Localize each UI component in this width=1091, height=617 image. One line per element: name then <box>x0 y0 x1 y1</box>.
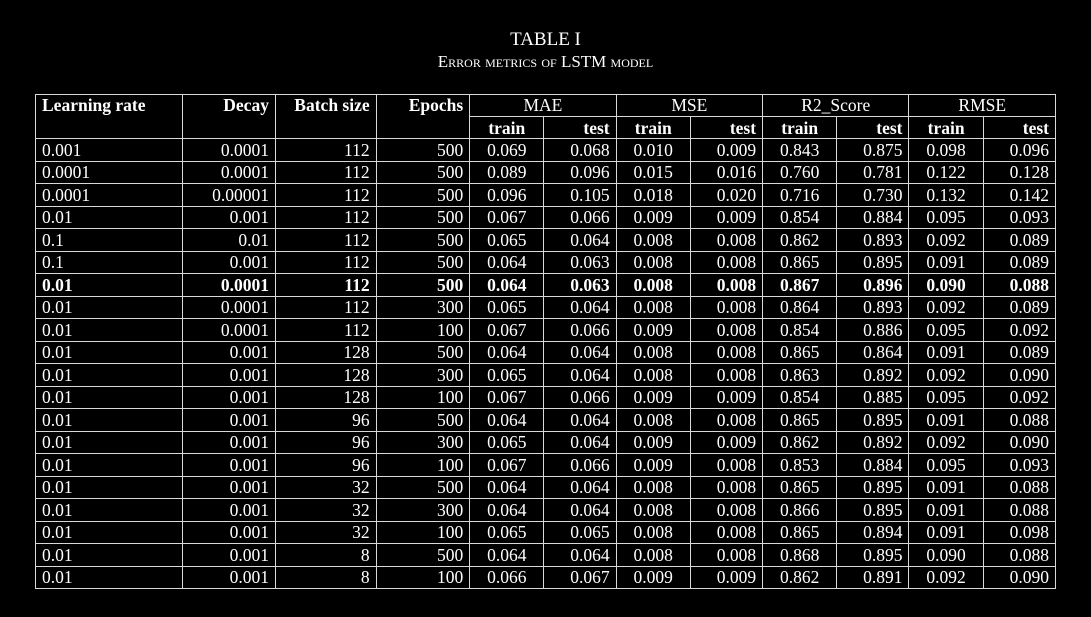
cell-r2-train: 0.862 <box>763 229 837 252</box>
cell-mae-test: 0.066 <box>544 206 616 229</box>
cell-r2-test: 0.893 <box>837 229 909 252</box>
cell-r2-train: 0.760 <box>763 161 837 184</box>
cell-batch: 8 <box>275 544 376 567</box>
cell-epochs: 100 <box>376 454 470 477</box>
cell-decay: 0.001 <box>183 251 276 274</box>
cell-mae-train: 0.064 <box>470 476 544 499</box>
subheader-test: test <box>690 117 762 139</box>
cell-lr: 0.01 <box>36 386 183 409</box>
cell-mae-train: 0.064 <box>470 274 544 297</box>
cell-lr: 0.0001 <box>36 161 183 184</box>
cell-mae-test: 0.064 <box>544 364 616 387</box>
cell-batch: 96 <box>275 431 376 454</box>
cell-mae-test: 0.064 <box>544 544 616 567</box>
table-number: TABLE I <box>510 29 581 50</box>
cell-r2-test: 0.884 <box>837 454 909 477</box>
subheader-test: test <box>544 117 616 139</box>
cell-r2-test: 0.895 <box>837 544 909 567</box>
cell-mae-test: 0.063 <box>544 251 616 274</box>
header-epochs: Epochs <box>376 95 470 139</box>
cell-rmse-train: 0.091 <box>909 476 983 499</box>
cell-rmse-test: 0.090 <box>983 364 1055 387</box>
table-row <box>36 229 1056 252</box>
cell-rmse-test: 0.088 <box>983 544 1055 567</box>
cell-r2-test: 0.895 <box>837 476 909 499</box>
cell-r2-train: 0.865 <box>763 476 837 499</box>
cell-mse-test: 0.009 <box>690 386 762 409</box>
cell-batch: 96 <box>275 409 376 432</box>
table-row <box>36 499 1056 522</box>
cell-r2-test: 0.896 <box>837 274 909 297</box>
cell-mae-train: 0.096 <box>470 184 544 207</box>
cell-mae-train: 0.067 <box>470 454 544 477</box>
cell-mse-train: 0.018 <box>616 184 690 207</box>
cell-epochs: 500 <box>376 409 470 432</box>
cell-rmse-train: 0.132 <box>909 184 983 207</box>
cell-mae-test: 0.064 <box>544 409 616 432</box>
cell-decay: 0.0001 <box>183 274 276 297</box>
cell-mse-train: 0.009 <box>616 386 690 409</box>
cell-r2-test: 0.891 <box>837 566 909 589</box>
cell-mse-train: 0.009 <box>616 566 690 589</box>
cell-mse-test: 0.008 <box>690 521 762 544</box>
table-row <box>36 184 1056 207</box>
cell-mse-train: 0.009 <box>616 454 690 477</box>
cell-batch: 32 <box>275 521 376 544</box>
cell-mae-train: 0.065 <box>470 364 544 387</box>
subheader-train: train <box>470 117 544 139</box>
cell-rmse-train: 0.092 <box>909 566 983 589</box>
cell-mae-test: 0.064 <box>544 229 616 252</box>
cell-mse-test: 0.016 <box>690 161 762 184</box>
table-row <box>36 544 1056 567</box>
cell-rmse-train: 0.090 <box>909 274 983 297</box>
cell-batch: 128 <box>275 341 376 364</box>
cell-mae-test: 0.064 <box>544 476 616 499</box>
cell-r2-test: 0.875 <box>837 139 909 162</box>
table-title: Error metrics of LSTM model <box>437 52 654 71</box>
cell-mse-train: 0.009 <box>616 431 690 454</box>
cell-mse-test: 0.008 <box>690 364 762 387</box>
cell-mse-test: 0.009 <box>690 566 762 589</box>
cell-rmse-train: 0.091 <box>909 521 983 544</box>
cell-lr: 0.01 <box>36 296 183 319</box>
cell-mae-train: 0.067 <box>470 319 544 342</box>
subheader-test: test <box>983 117 1055 139</box>
cell-lr: 0.01 <box>36 319 183 342</box>
cell-r2-train: 0.866 <box>763 499 837 522</box>
cell-r2-train: 0.867 <box>763 274 837 297</box>
cell-mae-train: 0.064 <box>470 341 544 364</box>
cell-lr: 0.01 <box>36 544 183 567</box>
cell-mse-test: 0.008 <box>690 454 762 477</box>
cell-mse-test: 0.009 <box>690 139 762 162</box>
cell-mse-train: 0.008 <box>616 521 690 544</box>
cell-r2-train: 0.865 <box>763 409 837 432</box>
cell-mae-train: 0.064 <box>470 499 544 522</box>
cell-mae-train: 0.066 <box>470 566 544 589</box>
cell-lr: 0.0001 <box>36 184 183 207</box>
cell-r2-test: 0.895 <box>837 251 909 274</box>
cell-decay: 0.001 <box>183 409 276 432</box>
cell-epochs: 100 <box>376 386 470 409</box>
cell-lr: 0.01 <box>36 206 183 229</box>
cell-rmse-train: 0.095 <box>909 454 983 477</box>
cell-r2-train: 0.716 <box>763 184 837 207</box>
table-body <box>36 139 1056 589</box>
cell-r2-test: 0.895 <box>837 499 909 522</box>
table-row <box>36 364 1056 387</box>
cell-batch: 112 <box>275 319 376 342</box>
cell-lr: 0.01 <box>36 476 183 499</box>
cell-rmse-train: 0.122 <box>909 161 983 184</box>
cell-decay: 0.00001 <box>183 184 276 207</box>
cell-r2-train: 0.868 <box>763 544 837 567</box>
cell-mae-test: 0.066 <box>544 319 616 342</box>
cell-rmse-test: 0.093 <box>983 454 1055 477</box>
cell-mae-test: 0.064 <box>544 499 616 522</box>
cell-r2-test: 0.781 <box>837 161 909 184</box>
cell-epochs: 500 <box>376 544 470 567</box>
cell-rmse-test: 0.093 <box>983 206 1055 229</box>
cell-r2-train: 0.843 <box>763 139 837 162</box>
cell-batch: 112 <box>275 184 376 207</box>
cell-batch: 112 <box>275 206 376 229</box>
cell-mae-train: 0.064 <box>470 544 544 567</box>
cell-lr: 0.01 <box>36 409 183 432</box>
cell-mse-train: 0.008 <box>616 341 690 364</box>
cell-epochs: 500 <box>376 184 470 207</box>
cell-r2-train: 0.862 <box>763 431 837 454</box>
cell-epochs: 500 <box>376 476 470 499</box>
cell-mse-train: 0.008 <box>616 274 690 297</box>
cell-batch: 112 <box>275 296 376 319</box>
cell-mse-train: 0.008 <box>616 544 690 567</box>
cell-rmse-test: 0.092 <box>983 319 1055 342</box>
cell-mae-test: 0.096 <box>544 161 616 184</box>
cell-epochs: 100 <box>376 319 470 342</box>
cell-mae-train: 0.065 <box>470 296 544 319</box>
cell-r2-test: 0.885 <box>837 386 909 409</box>
table-row <box>36 409 1056 432</box>
cell-rmse-test: 0.096 <box>983 139 1055 162</box>
cell-rmse-train: 0.098 <box>909 139 983 162</box>
cell-rmse-test: 0.090 <box>983 431 1055 454</box>
cell-rmse-test: 0.092 <box>983 386 1055 409</box>
cell-decay: 0.001 <box>183 521 276 544</box>
cell-mae-test: 0.065 <box>544 521 616 544</box>
cell-mae-train: 0.065 <box>470 431 544 454</box>
error-metrics-table <box>35 94 1056 589</box>
cell-mse-train: 0.008 <box>616 251 690 274</box>
cell-lr: 0.01 <box>36 274 183 297</box>
cell-rmse-train: 0.090 <box>909 544 983 567</box>
cell-epochs: 500 <box>376 229 470 252</box>
table-row <box>36 476 1056 499</box>
cell-lr: 0.01 <box>36 364 183 387</box>
cell-decay: 0.0001 <box>183 319 276 342</box>
header-mae: MAE <box>470 95 616 117</box>
cell-r2-test: 0.895 <box>837 409 909 432</box>
cell-mae-train: 0.089 <box>470 161 544 184</box>
table-row <box>36 274 1056 297</box>
table-row <box>36 521 1056 544</box>
table-row <box>36 296 1056 319</box>
cell-rmse-test: 0.089 <box>983 229 1055 252</box>
cell-mae-test: 0.067 <box>544 566 616 589</box>
cell-r2-test: 0.886 <box>837 319 909 342</box>
cell-mse-test: 0.008 <box>690 476 762 499</box>
cell-epochs: 300 <box>376 499 470 522</box>
cell-mae-train: 0.067 <box>470 386 544 409</box>
cell-mse-test: 0.008 <box>690 319 762 342</box>
cell-mae-train: 0.065 <box>470 229 544 252</box>
cell-mse-test: 0.008 <box>690 296 762 319</box>
cell-mse-test: 0.008 <box>690 251 762 274</box>
table-row <box>36 161 1056 184</box>
cell-batch: 32 <box>275 476 376 499</box>
cell-decay: 0.001 <box>183 499 276 522</box>
cell-decay: 0.001 <box>183 364 276 387</box>
cell-r2-train: 0.864 <box>763 296 837 319</box>
cell-r2-train: 0.862 <box>763 566 837 589</box>
cell-decay: 0.001 <box>183 206 276 229</box>
cell-epochs: 100 <box>376 521 470 544</box>
cell-mae-test: 0.064 <box>544 431 616 454</box>
cell-mse-train: 0.009 <box>616 206 690 229</box>
cell-batch: 112 <box>275 274 376 297</box>
cell-rmse-train: 0.095 <box>909 206 983 229</box>
cell-lr: 0.1 <box>36 251 183 274</box>
cell-mse-train: 0.008 <box>616 476 690 499</box>
cell-rmse-test: 0.088 <box>983 476 1055 499</box>
cell-epochs: 500 <box>376 341 470 364</box>
cell-lr: 0.01 <box>36 454 183 477</box>
cell-mse-test: 0.008 <box>690 341 762 364</box>
cell-rmse-train: 0.091 <box>909 499 983 522</box>
header-row <box>36 95 1056 117</box>
cell-mae-test: 0.064 <box>544 296 616 319</box>
cell-rmse-train: 0.091 <box>909 341 983 364</box>
cell-r2-test: 0.892 <box>837 364 909 387</box>
cell-batch: 112 <box>275 161 376 184</box>
table-row <box>36 341 1056 364</box>
cell-mse-test: 0.008 <box>690 229 762 252</box>
cell-mae-test: 0.064 <box>544 341 616 364</box>
cell-epochs: 500 <box>376 161 470 184</box>
cell-rmse-train: 0.095 <box>909 386 983 409</box>
cell-mse-test: 0.008 <box>690 499 762 522</box>
table-row <box>36 251 1056 274</box>
cell-rmse-test: 0.088 <box>983 274 1055 297</box>
subheader-train: train <box>763 117 837 139</box>
cell-r2-train: 0.865 <box>763 521 837 544</box>
cell-lr: 0.01 <box>36 566 183 589</box>
cell-r2-test: 0.892 <box>837 431 909 454</box>
table-row <box>36 454 1056 477</box>
cell-mse-test: 0.008 <box>690 409 762 432</box>
cell-rmse-test: 0.128 <box>983 161 1055 184</box>
cell-rmse-train: 0.092 <box>909 296 983 319</box>
header-batch-size: Batch size <box>275 95 376 139</box>
cell-decay: 0.001 <box>183 386 276 409</box>
cell-batch: 128 <box>275 364 376 387</box>
cell-batch: 112 <box>275 139 376 162</box>
cell-mse-train: 0.008 <box>616 409 690 432</box>
cell-mse-train: 0.008 <box>616 296 690 319</box>
cell-mae-train: 0.065 <box>470 521 544 544</box>
cell-epochs: 300 <box>376 296 470 319</box>
cell-r2-train: 0.865 <box>763 341 837 364</box>
cell-mae-test: 0.063 <box>544 274 616 297</box>
cell-epochs: 500 <box>376 274 470 297</box>
header-mse: MSE <box>616 95 762 117</box>
cell-mae-test: 0.105 <box>544 184 616 207</box>
cell-r2-train: 0.853 <box>763 454 837 477</box>
cell-mse-train: 0.009 <box>616 319 690 342</box>
table-row <box>36 139 1056 162</box>
cell-mae-train: 0.067 <box>470 206 544 229</box>
cell-r2-test: 0.893 <box>837 296 909 319</box>
cell-batch: 32 <box>275 499 376 522</box>
cell-mse-test: 0.020 <box>690 184 762 207</box>
cell-decay: 0.001 <box>183 544 276 567</box>
cell-mse-test: 0.009 <box>690 431 762 454</box>
cell-decay: 0.0001 <box>183 296 276 319</box>
cell-rmse-test: 0.088 <box>983 409 1055 432</box>
cell-lr: 0.01 <box>36 431 183 454</box>
cell-lr: 0.001 <box>36 139 183 162</box>
cell-lr: 0.01 <box>36 521 183 544</box>
table-row <box>36 566 1056 589</box>
cell-decay: 0.0001 <box>183 139 276 162</box>
cell-lr: 0.01 <box>36 499 183 522</box>
cell-mse-test: 0.008 <box>690 274 762 297</box>
cell-epochs: 100 <box>376 566 470 589</box>
cell-r2-test: 0.730 <box>837 184 909 207</box>
table-row <box>36 319 1056 342</box>
cell-epochs: 500 <box>376 139 470 162</box>
table-row <box>36 206 1056 229</box>
cell-lr: 0.01 <box>36 341 183 364</box>
cell-decay: 0.001 <box>183 341 276 364</box>
cell-batch: 96 <box>275 454 376 477</box>
header-rmse: RMSE <box>909 95 1056 117</box>
cell-epochs: 300 <box>376 431 470 454</box>
cell-rmse-test: 0.090 <box>983 566 1055 589</box>
subheader-train: train <box>616 117 690 139</box>
cell-r2-test: 0.864 <box>837 341 909 364</box>
cell-mae-test: 0.066 <box>544 386 616 409</box>
cell-mae-train: 0.069 <box>470 139 544 162</box>
cell-rmse-train: 0.091 <box>909 251 983 274</box>
subheader-test: test <box>837 117 909 139</box>
cell-decay: 0.001 <box>183 454 276 477</box>
cell-mae-test: 0.066 <box>544 454 616 477</box>
cell-r2-train: 0.865 <box>763 251 837 274</box>
subheader-train: train <box>909 117 983 139</box>
cell-decay: 0.01 <box>183 229 276 252</box>
header-r2-score: R2_Score <box>763 95 909 117</box>
cell-mse-train: 0.008 <box>616 364 690 387</box>
cell-mse-train: 0.008 <box>616 229 690 252</box>
table-row <box>36 431 1056 454</box>
cell-rmse-test: 0.142 <box>983 184 1055 207</box>
cell-r2-train: 0.854 <box>763 319 837 342</box>
cell-rmse-train: 0.091 <box>909 409 983 432</box>
cell-decay: 0.001 <box>183 476 276 499</box>
cell-r2-train: 0.854 <box>763 206 837 229</box>
cell-rmse-train: 0.095 <box>909 319 983 342</box>
cell-epochs: 300 <box>376 364 470 387</box>
cell-mse-train: 0.008 <box>616 499 690 522</box>
cell-decay: 0.001 <box>183 566 276 589</box>
cell-r2-train: 0.854 <box>763 386 837 409</box>
header-decay: Decay <box>183 95 276 139</box>
cell-epochs: 500 <box>376 251 470 274</box>
cell-batch: 8 <box>275 566 376 589</box>
cell-decay: 0.0001 <box>183 161 276 184</box>
cell-mse-test: 0.009 <box>690 206 762 229</box>
table-row <box>36 386 1056 409</box>
cell-epochs: 500 <box>376 206 470 229</box>
cell-batch: 112 <box>275 251 376 274</box>
cell-rmse-test: 0.089 <box>983 251 1055 274</box>
cell-mse-train: 0.015 <box>616 161 690 184</box>
cell-mae-train: 0.064 <box>470 251 544 274</box>
cell-mae-train: 0.064 <box>470 409 544 432</box>
cell-rmse-test: 0.089 <box>983 296 1055 319</box>
cell-mse-test: 0.008 <box>690 544 762 567</box>
cell-r2-train: 0.863 <box>763 364 837 387</box>
cell-batch: 128 <box>275 386 376 409</box>
cell-rmse-train: 0.092 <box>909 431 983 454</box>
cell-batch: 112 <box>275 229 376 252</box>
cell-lr: 0.1 <box>36 229 183 252</box>
cell-rmse-train: 0.092 <box>909 229 983 252</box>
cell-rmse-test: 0.098 <box>983 521 1055 544</box>
cell-decay: 0.001 <box>183 431 276 454</box>
cell-rmse-test: 0.089 <box>983 341 1055 364</box>
cell-mae-test: 0.068 <box>544 139 616 162</box>
cell-rmse-test: 0.088 <box>983 499 1055 522</box>
header-learning-rate: Learning rate <box>36 95 183 139</box>
cell-mse-train: 0.010 <box>616 139 690 162</box>
cell-rmse-train: 0.092 <box>909 364 983 387</box>
cell-r2-test: 0.894 <box>837 521 909 544</box>
cell-r2-test: 0.884 <box>837 206 909 229</box>
